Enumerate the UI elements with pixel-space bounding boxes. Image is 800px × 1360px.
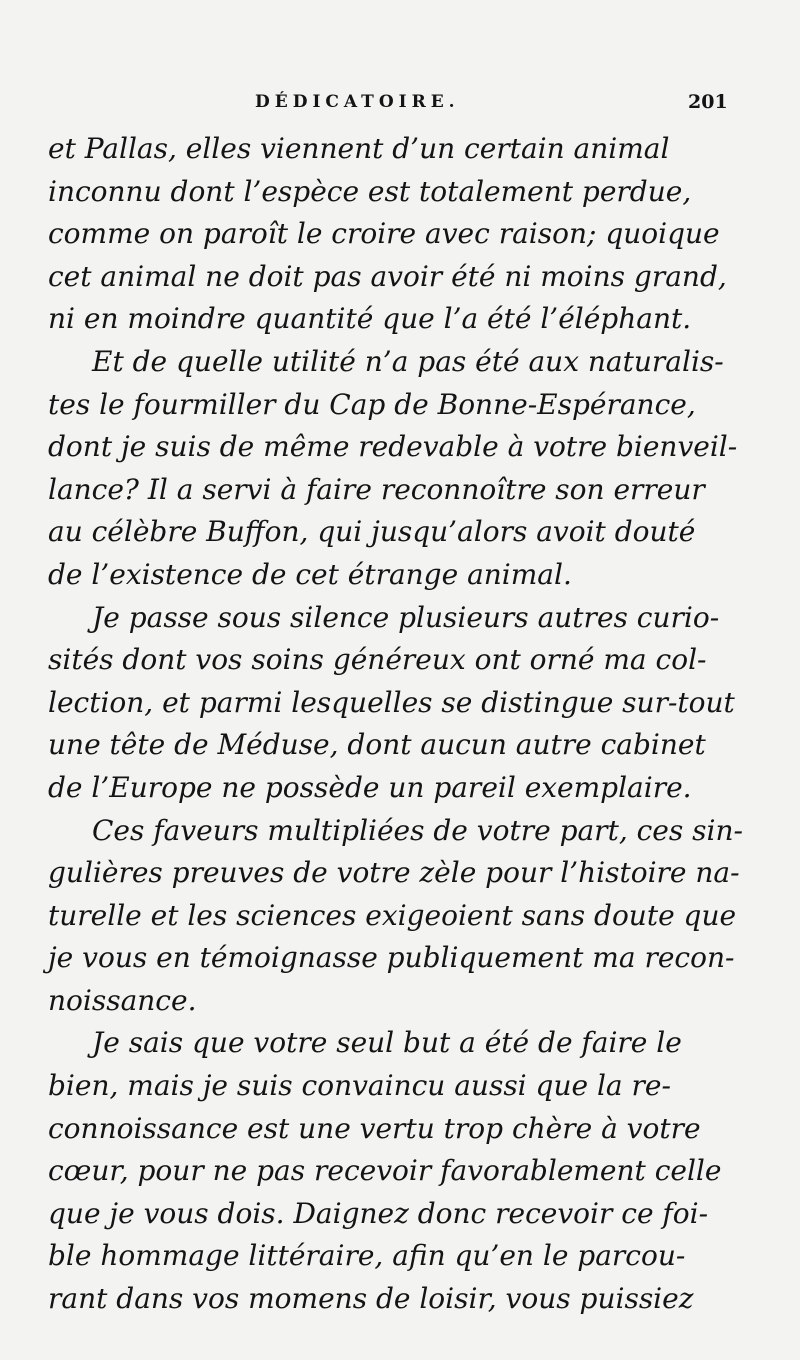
text-line: et Pallas, elles viennent d’un certain animal <box>48 132 670 165</box>
text-line: tes le fourmiller du Cap de Bonne-Espérance, <box>48 387 696 421</box>
text-line: turelle et les sciences exigeoient sans doute que <box>48 898 737 932</box>
text-line: ble hommage littéraire, afin qu’en le parcou- <box>48 1239 686 1273</box>
text-line: lection, et parmi lesquelles se distingue sur-tout <box>48 685 735 719</box>
text-line: une tête de Méduse, dont aucun autre cabinet <box>48 728 706 762</box>
text-line: Je passe sous silence plusieurs autres curio- <box>92 600 720 634</box>
text-line: inconnu dont l’espèce est totalement perdue, <box>48 174 692 208</box>
text-line: noissance. <box>48 983 197 1017</box>
running-head-title: DÉDICATOIRE. <box>255 92 460 112</box>
text-line: ni en moindre quantité que l’a été l’éléphant. <box>48 302 692 336</box>
page-number: 201 <box>688 91 728 113</box>
text-line: Ces faveurs multipliées de votre part, ces sin- <box>92 813 743 847</box>
text-line: dont je suis de même redevable à votre bienveil- <box>48 430 738 464</box>
text-line: cet animal ne doit pas avoir été ni moins grand, <box>48 259 727 293</box>
text-line: comme on paroît le croire avec raison; quoique <box>48 217 720 251</box>
running-head <box>0 84 800 120</box>
text-line: sités dont vos soins généreux ont orné ma col- <box>48 643 707 677</box>
text-line: bien, mais je suis convaincu aussi que la re- <box>48 1069 671 1103</box>
text-line: Je sais que votre seul but a été de faire le <box>92 1026 682 1060</box>
text-line: lance? Il a servi à faire reconnoître son erreur <box>48 472 705 506</box>
text-line: de l’Europe ne possède un pareil exemplaire. <box>48 770 692 804</box>
text-line: au célèbre Buffon, qui jusqu’alors avoit douté <box>48 515 696 549</box>
text-line: rant dans vos momens de loisir, vous puissiez <box>48 1282 694 1316</box>
text-line: de l’existence de cet étrange animal. <box>48 557 572 591</box>
body-text <box>48 128 758 1321</box>
text-line: connoissance est une vertu trop chère à votre <box>48 1111 701 1145</box>
text-line: cœur, pour ne pas recevoir favorablement celle <box>48 1154 722 1188</box>
text-line: Et de quelle utilité n’a pas été aux naturalis- <box>92 344 724 378</box>
text-line: que je vous dois. Daignez donc recevoir ce foi- <box>48 1196 709 1230</box>
text-line: gulières preuves de votre zèle pour l’histoire na- <box>48 856 740 890</box>
text-line: je vous en témoignasse publiquement ma recon- <box>48 941 735 975</box>
